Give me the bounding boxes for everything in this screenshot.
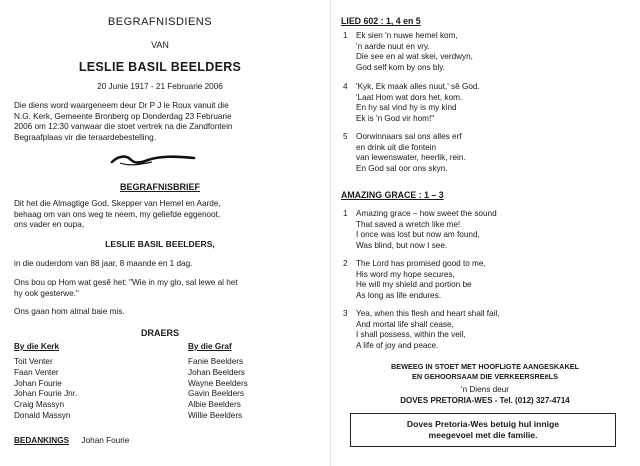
bearer-name: Faan Venter bbox=[14, 367, 59, 377]
verse-line: The Lord has promised good to me, bbox=[356, 259, 486, 268]
bearer-name: Wayne Beelders bbox=[188, 378, 248, 388]
bearer-name: Gavin Beelders bbox=[188, 389, 244, 399]
age-line: in die ouderdom van 88 jaar, 8 maande en 1 dag. bbox=[14, 259, 193, 268]
thanks-label: BEDANKINGS bbox=[14, 436, 70, 445]
bearer-name: Donald Massyn bbox=[14, 410, 71, 420]
letter-line: ons vader en oupa, bbox=[14, 220, 85, 230]
verse-number: 3 bbox=[343, 309, 348, 318]
thanks-line bbox=[14, 430, 129, 448]
church-bearers-heading: By die Kerk bbox=[14, 342, 60, 351]
letter-name: LESLIE BASIL BEELDERS, bbox=[105, 239, 215, 249]
verse-number: 2 bbox=[343, 259, 348, 268]
condolence-line: Doves Pretoria-Wes betuig hul innige bbox=[406, 419, 560, 429]
verse-line: en drink uit die fontein bbox=[356, 142, 437, 152]
verse-line: I once was lost but now am found, bbox=[356, 230, 480, 240]
verse-number: 1 bbox=[343, 209, 348, 218]
bearer-name: Albie Beelders bbox=[188, 400, 241, 410]
verse-line: Die see en al wat skei, verdwyn, bbox=[356, 52, 473, 62]
letter-line: behaag om van ons weg te neem, my geliefde eggenoot, bbox=[14, 209, 221, 219]
condolence-line: meegevoel met die familie. bbox=[428, 430, 538, 440]
bearer-name: Johan Fourie bbox=[14, 378, 62, 388]
bearer-name: Johan Beelders bbox=[188, 367, 245, 377]
verse-line: 'Laat Hom wat dors het, kom. bbox=[356, 92, 463, 102]
service-line: Begraafplaas vir die teraardebestelling. bbox=[14, 132, 157, 142]
letter-body bbox=[14, 199, 221, 231]
verse-line: Ek sien 'n nuwe hemel kom, bbox=[356, 31, 458, 40]
miss-line: Ons gaan hom almal baie mis. bbox=[14, 307, 125, 316]
verse-number: 1 bbox=[343, 31, 348, 40]
procession-notice bbox=[340, 362, 630, 381]
bearer-name: Toit Venter bbox=[14, 357, 53, 366]
bearer-name: Fanie Beelders bbox=[188, 357, 244, 366]
quote-line: Ons bou op Hom wat gesê het: "Wie in my glo, sal lewe al het bbox=[14, 278, 238, 287]
signature-flourish-icon bbox=[108, 150, 198, 168]
verse-line: Yea, when this flesh and heart shall fail, bbox=[356, 309, 500, 318]
service-by-label: 'n Diens deur bbox=[461, 385, 509, 394]
grave-bearers-heading: By die Graf bbox=[188, 342, 232, 351]
verse-line: I shall possess, within the veil, bbox=[356, 330, 466, 340]
service-line: 2006 om 12:30 vanwaar die stoet vertrek na die Zandfontein bbox=[14, 122, 233, 132]
letter-line: Dit het die Almagtige God, Skepper van Hemel en Aarde, bbox=[14, 199, 221, 208]
service-title: BEGRAFNISDIENS bbox=[107, 16, 213, 28]
letter-heading: BEGRAFNISBRIEF bbox=[119, 182, 200, 192]
church-bearers-list bbox=[14, 357, 77, 422]
procession-line: EN GEHOORSAAM DIE VERKEERSREëLS bbox=[412, 371, 558, 381]
verse-line: En God sal oor ons skyn. bbox=[356, 163, 448, 173]
verse-line: Was blind, but now I see. bbox=[356, 240, 448, 250]
bearers-heading: DRAERS bbox=[140, 328, 179, 338]
verse-line: 'Kyk, Ek maak alles nuut,' sê God. bbox=[356, 82, 480, 91]
verse-line: Ek is 'n God vir hom!" bbox=[356, 113, 435, 123]
page-fold-line bbox=[330, 0, 331, 466]
bearer-name: Craig Massyn bbox=[14, 400, 65, 410]
verse-line: 'n aarde nuut en vry. bbox=[356, 41, 430, 51]
verse-line: He will my shield and portion be bbox=[356, 280, 472, 290]
verse-line: God self kom by ons bly. bbox=[356, 62, 446, 72]
life-dates: 20 Junie 1917 - 21 Februarie 2006 bbox=[97, 82, 223, 91]
verse-line: As long as life endures. bbox=[356, 290, 442, 300]
amazing-grace-heading: AMAZING GRACE : 1 – 3 bbox=[341, 190, 444, 200]
scripture-quote bbox=[14, 278, 238, 299]
van-label: VAN bbox=[151, 40, 169, 50]
service-line: N.G. Kerk, Gemeente Bronberg op Donderdag 23 Februarie bbox=[14, 111, 232, 121]
verse-number: 5 bbox=[343, 132, 348, 141]
verse-line: van lewenswater, heerlik, rein. bbox=[356, 153, 466, 163]
verse-line: And mortal life shall cease, bbox=[356, 319, 454, 329]
verse-number: 4 bbox=[343, 82, 348, 91]
service-details bbox=[14, 101, 232, 143]
bearer-name: Johan Fourie Jnr. bbox=[14, 389, 78, 399]
service-line: Die diens word waargeneem deur Dr P J le Roux vanuit die bbox=[14, 101, 229, 110]
quote-line: hy ook gesterwe." bbox=[14, 288, 79, 298]
condolence-box bbox=[350, 413, 616, 447]
verse-line: His word my hope secures, bbox=[356, 269, 455, 279]
verse-line: Oorwinnaars sal ons alles erf bbox=[356, 132, 462, 141]
undertaker-contact: DOVES PRETORIA-WES - Tel. (012) 327-4714 bbox=[400, 396, 570, 405]
verse-line: En hy sal vind hy is my kind bbox=[356, 103, 457, 113]
verse-line: A life of joy and peace. bbox=[356, 340, 439, 350]
bearer-name: Willie Beelders bbox=[188, 410, 243, 420]
verse-line: Amazing grace – how sweet the sound bbox=[356, 209, 497, 218]
thanks-name: Johan Fourie bbox=[81, 436, 130, 445]
deceased-name: LESLIE BASIL BEELDERS bbox=[78, 60, 242, 74]
grave-bearers-list bbox=[188, 357, 248, 422]
procession-line: BEWEEG IN STOET MET HOOFLIGTE AANGESKAKEL bbox=[390, 362, 580, 371]
hymn-602-heading: LIED 602 : 1, 4 en 5 bbox=[341, 16, 421, 26]
verse-line: That saved a wretch like me! bbox=[356, 219, 461, 229]
